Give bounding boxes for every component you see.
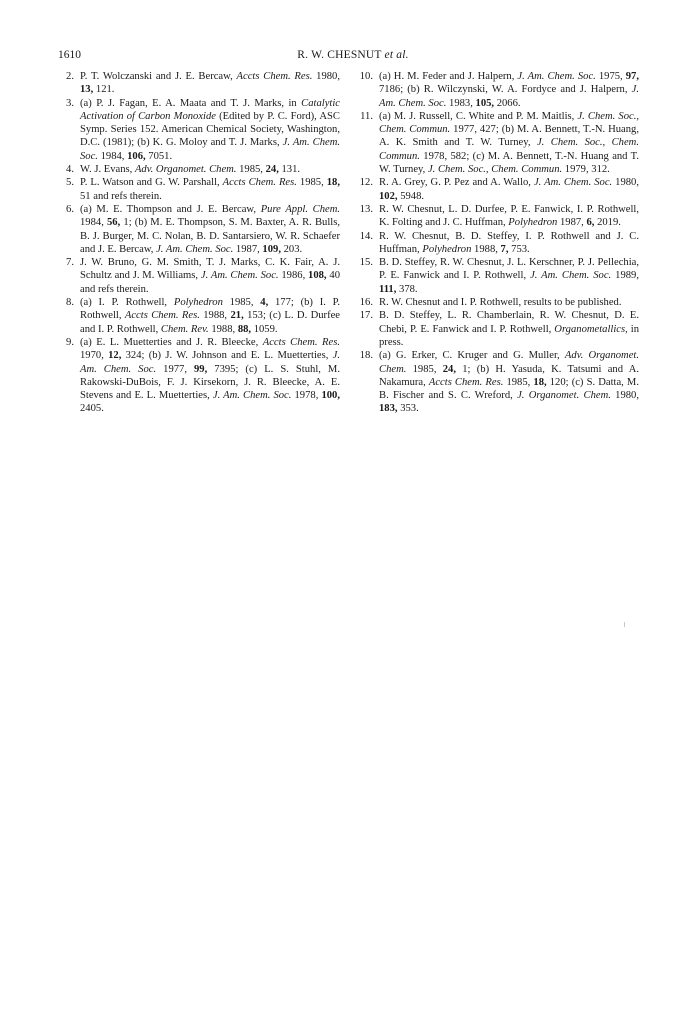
reference-segment: 1985, [236,164,266,176]
journal-title: J. Am. Chem. Soc. [80,137,340,162]
reference-segment: 753. [508,243,530,255]
reference-item [357,110,639,176]
reference-segment: B. D. Steffey, L. R. Chamberlain, R. W. Chesnut, D. E. Chebi, P. E. Fanwick and I. P. Rothwell, [379,310,639,335]
reference-item [58,203,340,256]
reference-number: 6. [66,203,74,215]
references-column-left [58,70,340,416]
reference-segment: 1989, [611,270,640,282]
journal-title: J. Chem. Soc., Chem. Commun. [379,110,639,136]
reference-segment: 378. [396,283,418,295]
reference-text [379,177,639,201]
reference-segment: 2405. [80,403,104,415]
journal-title: J. Am. Chem. Soc. [517,71,596,82]
reference-segment: 1978, 582; (c) M. A. Bennett, T.-N. Huang and T. W. Turney, [379,150,639,176]
journal-title: Pure Appl. Chem. [260,203,340,215]
reference-number: 11. [360,110,373,122]
reference-item [357,256,639,296]
reference-number: 3. [66,97,74,109]
journal-title: Adv. Organomet. Chem. [379,350,639,375]
reference-segment: 1980, [612,177,639,189]
reference-text [80,177,340,201]
journal-title: Polyhedron [422,243,472,255]
reference-text [80,297,340,335]
reference-segment: R. W. Chesnut, L. D. Durfee, P. E. Fanwick, I. P. Rothwell, K. Folting and J. C. Huffman, [379,203,639,229]
reference-item [357,70,639,110]
volume-number: 7, [500,243,509,255]
reference-text [80,257,340,295]
reference-segment: P. T. Wolczanski and J. E. Bercaw, [80,71,237,82]
reference-number: 16. [359,297,373,309]
volume-number: 102, [379,190,398,202]
reference-number: 10. [359,71,373,82]
reference-number: 17. [359,310,373,322]
volume-number: 24, [442,363,456,375]
volume-number: 106, [127,150,146,162]
reference-number: 12. [359,177,373,189]
reference-segment: 1984, [97,150,128,162]
running-title-authors: R. W. CHESNUT [297,49,382,61]
volume-number: 183, [379,403,398,415]
reference-segment: 1978, [291,390,322,402]
reference-segment: 153; (c) L. D. Durfee and I. P. Rothwell, [80,310,341,335]
volume-number: 100, [321,390,340,402]
journal-title: J. Am. Chem. Soc. [533,177,613,189]
journal-title: Polyhedron [508,217,558,229]
journal-title: Polyhedron [173,297,223,309]
reference-text [379,231,639,255]
journal-title: Accts Chem. Res. [236,71,313,82]
journal-title: Accts Chem. Res. [262,336,340,348]
reference-text [379,71,639,109]
reference-segment: 2019. [594,217,621,229]
reference-segment: 1983, [446,97,476,109]
reference-segment: (a) M. E. Thompson and J. E. Bercaw, [80,203,261,215]
reference-segment: (a) H. M. Feder and J. Halpern, [379,71,518,82]
reference-segment: 1985, [222,297,261,309]
journal-title: Accts Chem. Res. [222,177,297,189]
reference-segment: (a) I. P. Rothwell, [80,297,174,309]
reference-item [58,97,340,163]
reference-segment: 324; (b) J. W. Johnson and E. L. Muetterties, [121,350,333,362]
journal-title: Accts Chem. Res. [428,376,504,388]
reference-item [357,349,639,415]
volume-number: 111, [379,283,397,295]
reference-number: 8. [66,297,74,309]
journal-title: Chem. Rev. [160,323,209,335]
reference-segment: 177; (b) I. P. Rothwell, [80,297,340,322]
reference-segment: R. W. Chesnut, B. D. Steffey, I. P. Rothwell and J. C. Huffman, [379,230,639,255]
journal-title: J. Organomet. Chem. [517,390,611,402]
reference-text [379,204,639,228]
reference-text [80,337,340,414]
reference-text [80,98,340,162]
reference-segment: 1987, [233,243,263,255]
reference-segment: 1985, [296,177,327,189]
journal-title: J. Am. Chem. Soc. [379,84,639,109]
reference-number: 2. [66,71,74,82]
reference-segment: 7051. [145,150,173,162]
volume-number: 56, [107,217,121,229]
reference-segment: (a) E. L. Muetterties and J. R. Bleecke, [80,336,263,348]
reference-segment: 1985, [406,363,443,375]
reference-segment: 7186; (b) R. Wilczynski, W. A. Fordyce and J. Halpern, [379,84,632,96]
reference-text [379,297,621,308]
reference-item [357,230,639,257]
volume-number: 105, [475,97,495,109]
reference-segment: 1; (b) M. E. Thompson, S. M. Baxter, A. R. Bulls, B. J. Burger, M. C. Nolan, B. D. Santarsiero, W. R. Schaefer and J. E. Bercaw, [80,217,341,255]
journal-title: J. Chem. Soc., Chem. Commun. [427,164,563,176]
journal-title: J. Am. Chem. Soc. [156,243,234,255]
volume-number: 109, [262,243,281,255]
reference-number: 5. [66,177,74,189]
reference-segment: 131. [278,164,301,176]
reference-item [58,336,340,416]
reference-segment: (a) G. Erker, C. Kruger and G. Muller, [379,350,565,362]
volume-number: 24, [265,164,279,176]
journal-title: Accts Chem. Res. [124,310,200,322]
volume-number: 12, [108,350,122,362]
reference-item [58,163,340,176]
reference-item [58,256,340,296]
journal-title: Adv. Organomet. Chem. [134,164,237,176]
journal-title: Catalytic Activation of Carbon Monoxide [80,97,340,122]
volume-number: 108, [308,270,327,282]
reference-segment: 7395; (c) L. S. Stuhl, M. Rakowski-DuBois, F. J. Kirsekorn, J. R. Bleecke, A. E. Stevens and E. L. Muetterties, [80,363,340,402]
reference-segment: 1; (b) H. Yasuda, K. Tatsumi and A. Nakamura, [379,363,639,388]
volume-number: 6, [586,217,595,229]
reference-number: 18. [359,350,373,362]
running-title [58,49,648,61]
reference-segment: (a) P. J. Fagan, E. A. Maata and T. J. Marks, in [80,97,302,109]
reference-segment: 1059. [251,323,278,335]
reference-segment: 1986, [278,270,309,282]
reference-segment: 120; (c) S. Datta, M. B. Fischer and S. C. Wreford, [379,376,639,402]
reference-segment: R. W. Chesnut and I. P. Rothwell, results to be published. [379,297,622,309]
reference-text [379,350,639,414]
reference-segment: (Edited by P. C. Ford), ASC Symp. Series 152. American Chemical Society, Washington, D.C. (1981); (b) K. G. Moloy and T. J. Marks, [80,110,340,149]
reference-segment: 40 and refs therein. [80,270,340,295]
volume-number: 97, [625,71,639,82]
reference-number: 13. [359,203,373,215]
reference-segment: 353. [397,403,419,415]
reference-segment: 1987, [557,217,587,229]
reference-segment: 203. [280,243,303,255]
volume-number: 99, [194,363,208,375]
journal-title: J. Am. Chem. Soc. [200,270,279,282]
reference-segment: R. A. Grey, G. P. Pez and A. Wallo, [379,177,534,189]
volume-number: 18, [533,376,547,388]
page-number: 1610 [58,49,81,61]
reference-text [80,204,340,255]
reference-segment: 1980, [312,71,341,82]
page-header [58,49,648,65]
reference-segment: B. D. Steffey, R. W. Chesnut, J. L. Kerschner, P. J. Pellechia, P. E. Fanwick and I. P. Rothwell, [379,257,639,282]
reference-number: 4. [66,164,74,176]
volume-number: 88, [237,323,252,335]
reference-segment: 1977, 427; (b) M. A. Bennett, T.-N. Huang, A. K. Smith and T. W. Turney, [379,124,640,149]
reference-segment: 1988, [208,323,238,335]
reference-number: 15. [359,257,373,269]
running-title-et-al: et al. [384,49,409,61]
reference-item [58,70,340,97]
reference-text [80,164,300,175]
volume-number: 13, [80,84,94,96]
volume-number: 18, [326,177,340,189]
reference-segment: 2066. [494,97,521,109]
reference-segment: 1988, [199,310,231,322]
journal-title: J. Chem. Soc., Chem. Commun. [379,137,639,162]
reference-segment: in press. [379,323,640,348]
scan-speck [624,622,625,627]
reference-number: 7. [66,257,74,269]
reference-item [58,296,340,336]
reference-item [357,296,639,309]
journal-title: J. Am. Chem. Soc. [80,350,340,375]
reference-item [58,176,340,203]
journal-title: J. Am. Chem. Soc. [212,390,292,402]
reference-item [357,203,639,230]
reference-item [357,176,639,203]
volume-number: 21, [230,310,244,322]
reference-segment: 5948. [397,190,425,202]
reference-segment: 1980, [610,390,639,402]
reference-segment: 1970, [80,350,109,362]
references-column-right [357,70,639,416]
reference-segment: (a) M. J. Russell, C. White and P. M. Maitlis, [379,110,578,122]
reference-item [357,309,639,349]
reference-segment: 1979, 312. [562,164,610,176]
reference-segment: 1977, [156,363,194,375]
reference-segment: 1985, [503,376,534,388]
reference-number: 9. [66,336,74,348]
reference-segment: 121. [93,84,115,96]
volume-number: 4, [260,297,269,309]
reference-number: 14. [359,230,373,242]
journal-title: Organometallics, [554,323,628,335]
reference-segment: J. W. Bruno, G. M. Smith, T. J. Marks, C. K. Fair, A. J. Schultz and J. M. Williams, [80,257,340,282]
reference-segment: 1984, [80,217,107,229]
reference-text [379,111,639,175]
reference-text [80,71,340,95]
reference-segment: W. J. Evans, [80,164,135,176]
reference-segment: P. L. Watson and G. W. Parshall, [80,177,223,189]
reference-text [379,310,639,348]
reference-text [379,257,639,295]
reference-segment: 1975, [595,71,626,82]
journal-title: J. Am. Chem. Soc. [530,270,612,282]
reference-segment: 51 and refs therein. [80,190,162,202]
reference-segment: 1988, [471,243,501,255]
